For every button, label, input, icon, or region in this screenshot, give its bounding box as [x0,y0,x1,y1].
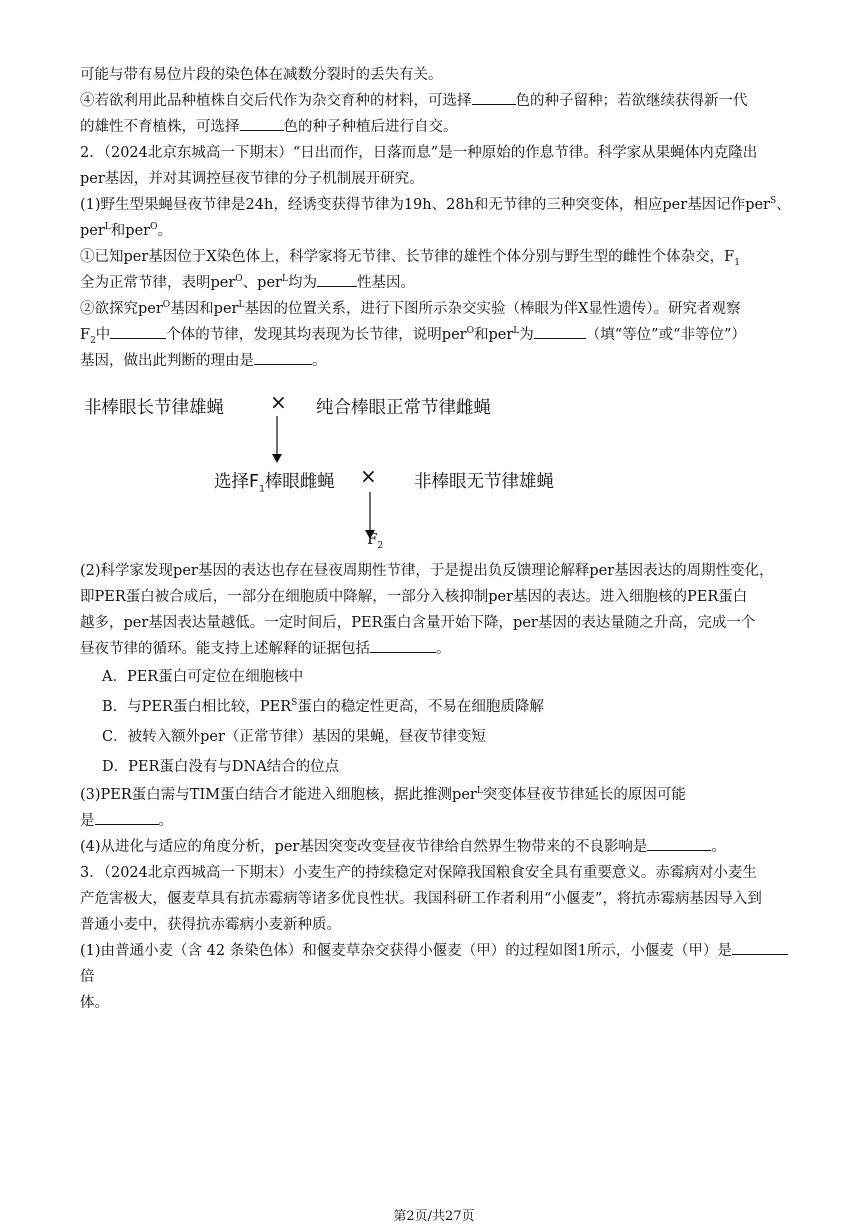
text: 选择F [214,472,260,492]
paragraph [80,218,792,244]
text: 越多，per基因表达量越低。一定时间后，PER蛋白含量开始下降，per基因的表达量随之升高，完成一个 [80,615,756,631]
paragraph [80,62,792,88]
parent-male-label: 非棒眼长节律雄蝇 [84,398,224,418]
superscript: L [104,222,111,233]
answer-blank[interactable] [240,116,284,131]
superscript: O [162,300,171,311]
paragraph [80,834,792,860]
option-b[interactable] [80,692,792,722]
text: B．与PER蛋白相比较，PER [102,699,292,715]
text: 、per [242,275,282,291]
answer-blank[interactable] [110,324,166,339]
text: 突变体昼夜节律延长的原因可能 [482,787,686,803]
text: (3)PER蛋白需与TIM蛋白结合才能进入细胞核，据此推测per [80,787,477,803]
paragraph [80,348,792,374]
superscript: S [770,196,777,207]
text: 昼夜节律的循环。能支持上述解释的证据包括 [80,641,370,657]
text: D．PER蛋白没有与DNA结合的位点 [102,759,340,775]
parent-male-label-2: 非棒眼无节律雄蝇 [414,472,554,492]
paragraph [80,296,792,322]
text: 。 [711,839,726,855]
text: 的雄性不育植株，可选择 [80,119,240,135]
superscript: L [513,326,520,337]
paragraph [80,270,792,296]
text: 产危害极大，偃麦草具有抗赤霉病等诸多优良性状。我国科研工作者利用“小偃麦”，将抗赤霉病基因导入到 [80,891,762,907]
text: 2．（2024北京东城高一下期末）“日出而作，日落而息”是一种原始的作息节律。科学家从果蝇体内克隆出 [80,145,758,161]
paragraph [80,610,792,636]
subscript: 1 [734,257,740,268]
document-body [80,62,792,1016]
superscript: O [235,274,243,285]
cross-symbol: × [360,464,377,488]
text: A．PER蛋白可定位在细胞核中 [102,669,304,685]
text: 棒眼雌蝇 [264,472,335,492]
paragraph [80,166,792,192]
paragraph [80,88,792,114]
cross-diagram [80,384,792,552]
text: 。 [158,813,173,829]
text: 倍 [80,969,95,985]
answer-blank[interactable] [472,90,516,105]
subscript: 2 [377,541,384,551]
answer-blank[interactable] [95,810,159,825]
paragraph [80,322,792,348]
text: 色的种子种植后进行自交。 [283,119,458,135]
question-heading [80,860,792,886]
superscript: S [291,698,298,709]
text: 蛋白的稳定性更高，不易在细胞质降解 [297,699,544,715]
paragraph [80,912,792,938]
text: 。 [157,223,172,239]
text: 基因和per [170,301,239,317]
text: (4)从进化与适应的角度分析，per基因突变改变昼夜节律给自然界生物带来的不良影响是 [80,839,648,855]
text: 即PER蛋白被合成后，一部分在细胞质中降解，一部分入核抑制per基因的表达。进入细胞核的PER蛋白 [80,589,748,605]
text: (1)由普通小麦（含 42 条染色体）和偃麦草杂交获得小偃麦（甲）的过程如图1所示，小偃麦（甲）是 [80,943,732,959]
page-footer: 第2页/共27页 [393,1209,475,1224]
subscript: 1 [259,484,265,495]
paragraph [80,244,792,270]
answer-blank[interactable] [254,350,312,365]
selection-label [214,468,335,493]
text: 均为 [287,275,317,291]
text: (2)科学家发现per基因的表达也存在昼夜周期性节律，于是提出负反馈理论解释per基因表达的周期性变化， [80,563,774,579]
text: 普通小麦中，获得抗赤霉病小麦新种质。 [80,917,341,933]
answer-blank[interactable] [317,272,357,287]
answer-blank[interactable] [534,324,586,339]
text: per [80,223,105,239]
paragraph [80,114,792,140]
paragraph [80,782,792,808]
superscript: O [466,326,474,337]
text: 、 [776,197,791,213]
superscript: L [238,300,245,311]
paragraph [80,192,792,218]
text: 全为正常节律，表明per [80,275,236,291]
paragraph [80,886,792,912]
text: 个体的节律，发现其均表现为长节律，说明per [166,327,467,343]
text: 为 [519,327,534,343]
text: 3．（2024北京西城高一下期末）小麦生产的持续稳定对保障我国粮食安全具有重要意义。赤霉病对小麦生 [80,865,757,881]
text: （填“等位”或“非等位”） [585,327,746,343]
text: 基因的位置关系，进行下图所示杂交实验（棒眼为伴X显性遗传）。研究者观察 [244,301,741,317]
text: 。 [312,353,327,369]
text: 可能与带有易位片段的染色体在减数分裂时的丢失有关。 [80,67,443,83]
subscript: 2 [90,335,96,346]
text: 和per [473,327,514,343]
superscript: L [476,786,483,797]
text: per基因，并对其调控昼夜节律的分子机制展开研究。 [80,171,424,187]
superscript: O [150,222,158,233]
paragraph [80,808,792,834]
option-a[interactable] [80,662,792,692]
text: C．被转入额外per（正常节律）基因的果蝇，昼夜节律变短 [102,729,486,745]
parent-female-label: 纯合棒眼正常节律雌蝇 [316,398,491,418]
answer-blank[interactable] [647,836,711,851]
text: ①已知per基因位于X染色体上，科学家将无节律、长节律的雄性个体分别与野生型的雌性个体杂交，F [80,249,735,265]
paragraph [80,938,792,990]
question-heading [80,140,792,166]
answer-blank[interactable] [732,940,788,955]
option-c[interactable] [80,722,792,752]
text: 。 [436,641,451,657]
text: F [367,530,378,548]
text: (1)野生型果蝇昼夜节律是24h，经诱变获得节律为19h、28h和无节律的三种突变体，相应per基因记作per [80,197,770,213]
text: 基因，做出此判断的理由是 [80,353,254,369]
option-d[interactable] [80,752,792,782]
paragraph [80,584,792,610]
f2-label [367,530,384,551]
text: 中 [95,327,111,343]
cross-symbol: × [270,390,287,414]
superscript: L [281,274,288,285]
text: 色的种子留种；若欲继续获得新一代 [515,93,748,109]
text: ④若欲利用此品种植株自交后代作为杂交育种的材料，可选择 [80,93,472,109]
paragraph [80,990,792,1016]
paragraph [80,558,792,584]
text: F [80,327,91,343]
text: 性基因。 [356,275,415,291]
arrow-down-icon [270,416,284,464]
text: 和per [110,223,151,239]
text: 是 [80,813,95,829]
text: 体。 [80,995,109,1011]
text: ②欲探究per [80,301,163,317]
paragraph [80,636,792,662]
answer-blank[interactable] [370,638,436,653]
